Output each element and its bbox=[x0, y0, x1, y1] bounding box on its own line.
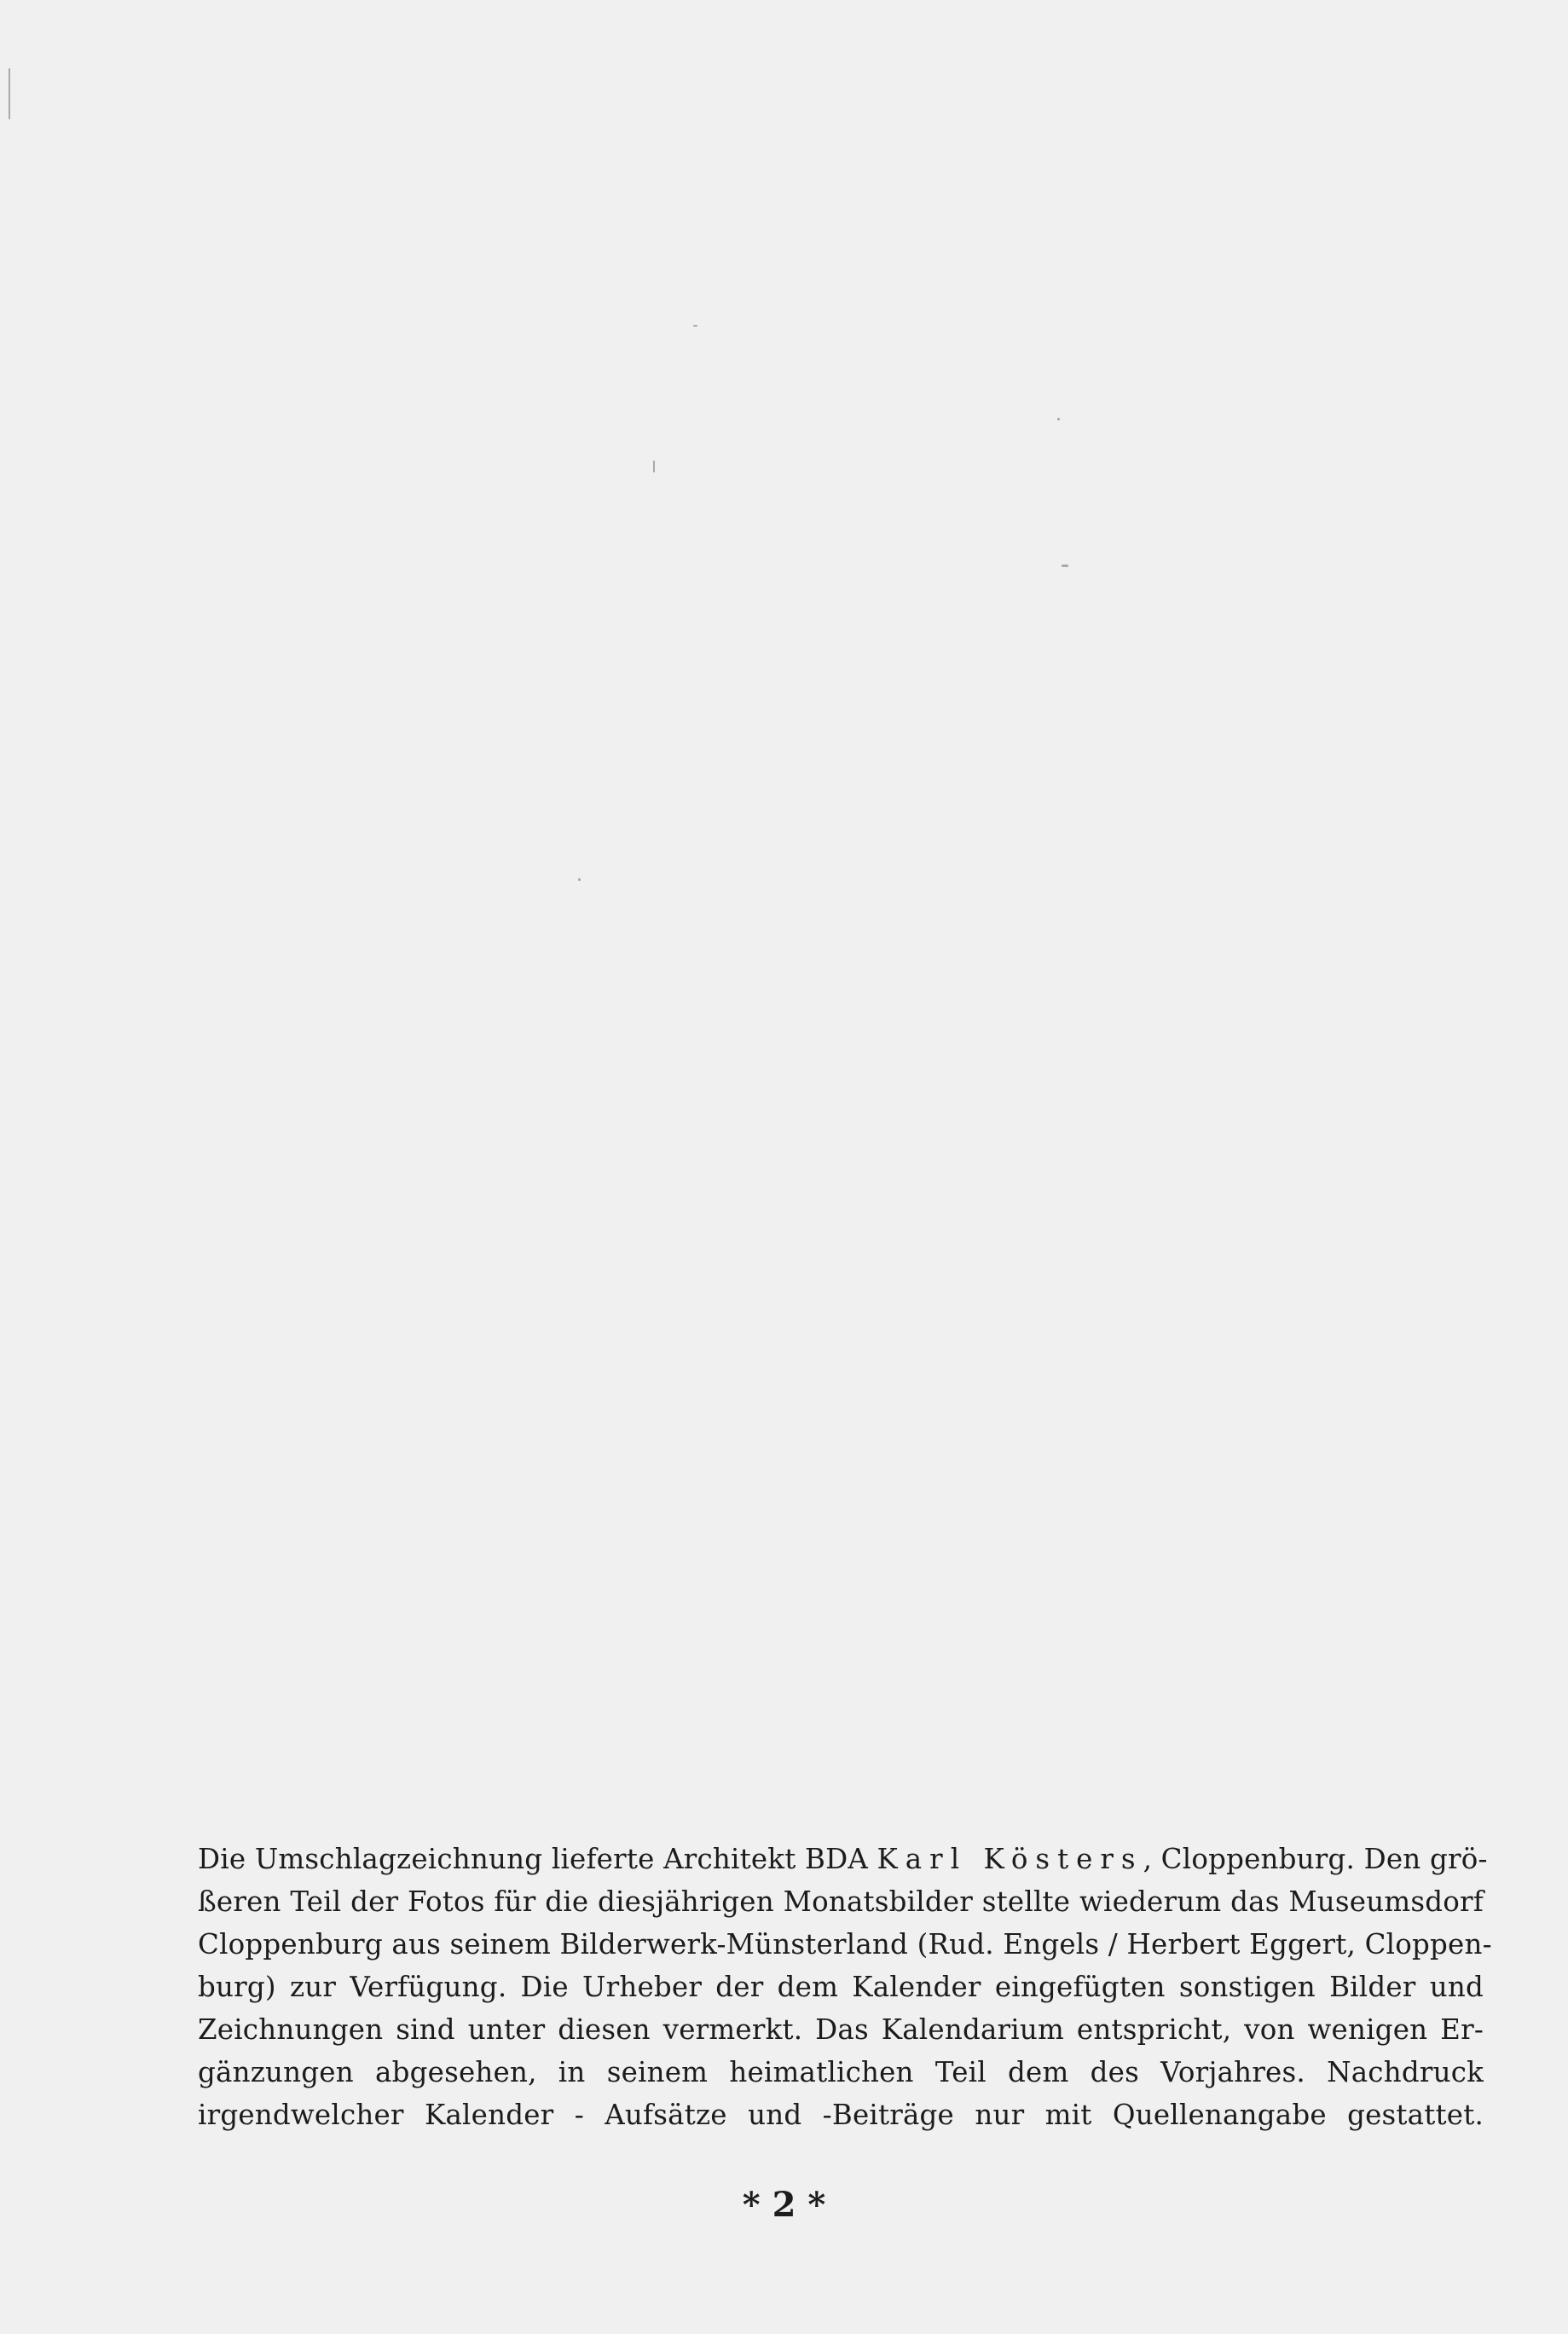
credits-line-text: Die Umschlagzeichnung lieferte Architekt BDA bbox=[198, 1843, 868, 1875]
paper-speck bbox=[653, 460, 655, 472]
paper-speck bbox=[9, 68, 10, 119]
architect-name: Karl Kösters bbox=[877, 1843, 1143, 1875]
paper-speck bbox=[1057, 418, 1060, 420]
paper-speck bbox=[578, 878, 581, 881]
credits-line: burg) zur Verfügung. Die Urheber der dem Kalender eingefügten sonstigen Bilder und bbox=[198, 1971, 1484, 2003]
credits-line: ßeren Teil der Fotos für die diesjährigen Monatsbilder stellte wiederum das Museumsdorf bbox=[198, 1885, 1484, 1918]
paper-speck bbox=[693, 325, 697, 327]
credits-paragraph bbox=[198, 1838, 1492, 2136]
page-number: * 2 * bbox=[742, 2185, 826, 2225]
credits-line-text: , Cloppenburg. Den grö- bbox=[1143, 1843, 1488, 1875]
credits-line: Zeichnungen sind unter diesen vermerkt. Das Kalendarium entspricht, von wenigen Er- bbox=[198, 2013, 1484, 2046]
credits-line: gänzungen abgesehen, in seinem heimatlichen Teil dem des Vorjahres. Nachdruck bbox=[198, 2056, 1484, 2088]
credits-line bbox=[198, 1838, 1488, 1880]
paper-speck bbox=[1062, 565, 1068, 567]
credits-line: irgendwelcher Kalender - Aufsätze und -Beiträge nur mit Quellenangabe gestattet. bbox=[198, 2099, 1484, 2131]
credits-line: Cloppenburg aus seinem Bilderwerk-Münsterland (Rud. Engels / Herbert Eggert, Cloppen- bbox=[198, 1928, 1492, 1960]
